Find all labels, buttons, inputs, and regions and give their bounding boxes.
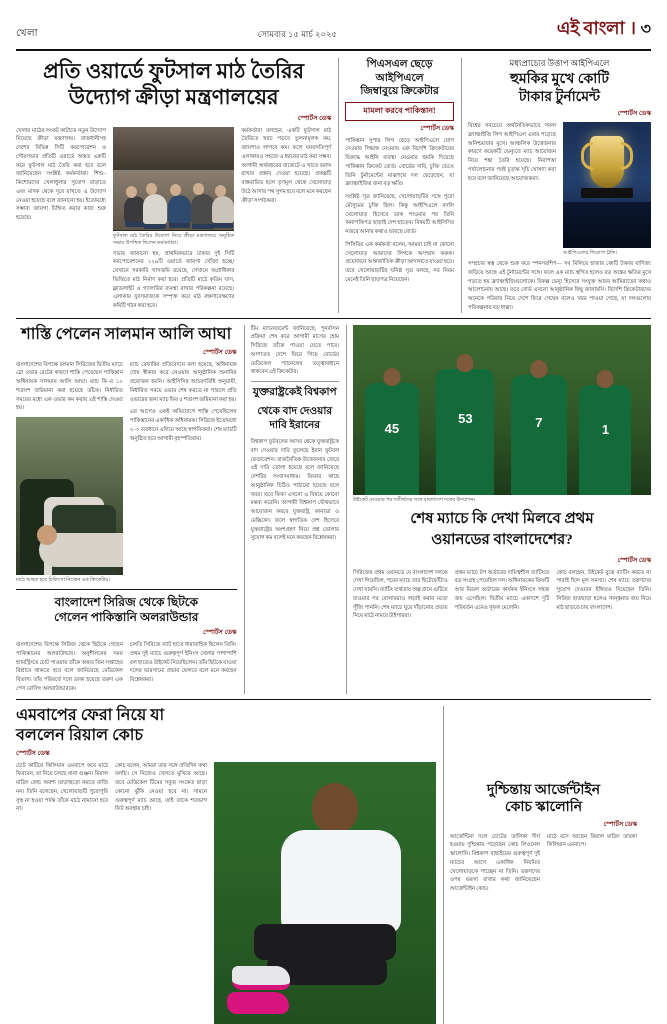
lead-headline-line2: উদ্যোগ ক্রীড়া মন্ত্রণালয়ের — [68, 85, 279, 110]
lead-col-1-text: খেলার মাঠের সংকট কাটাতে নতুন উদ্যোগ নিয়েছে ক্রীড়া মন্ত্রণালয়। রাজধানীসহ দেশের বিভিন্ন সিটি করপোরেশন ও পৌরসভার প্রতিটি ওয়ার্ডে অন্তত একটি করে ফুটসাল মাঠ তৈরি করা হবে বলে জানিয়েছেন সংশ্লিষ্ট কর্মকর্তারা। শিশু–কিশোরদের খেলাধুলার সুযোগ বাড়াতে এবং মাদক থেকে দূরে রাখতে এ উদ্যোগ নেওয়া হয়েছে বলে জানানো হয়। ইতোমধ্যে সম্ভাব্য জায়গা চিহ্নিত করার কাজ শুরু হয়েছে। — [16, 127, 106, 221]
lead-col-2-text: সভায় জানানো হয়, প্রাথমিকভাবে ঢাকার দুই সিটি করপোরেশনের ১২৯টি ওয়ার্ডে জায়গা খোঁজা হচ্ছে। যেখানে সরকারি খাসজমি রয়েছে, সেখানে অগ্রাধিকার ভিত্তিতে মাঠ নির্মাণ করা হবে। প্রতিটি মাঠে কৃত্রিম ঘাস, ফ্লাডলাইট ও গ্যালারির ব্যবস্থা রাখার পরিকল্পনা রয়েছে। এলাকার যুবসমাজকে সম্পৃক্ত করে মাঠ রক্ষণাবেক্ষণের কমিটি গঠন করা হবে। — [112, 250, 235, 309]
allrounder-story — [16, 595, 237, 694]
lead-col-3 — [241, 127, 331, 311]
salman-headline: শাস্তি পেলেন সালমান আলি আঘা — [21, 325, 232, 343]
brand-separator: । — [629, 18, 636, 38]
lead-col-3-text: কর্মকর্তারা বলছেন, একটি ফুটসাল মাঠ তৈরিতে খরচ পড়বে তুলনামূলক কম, জায়গাও লাগবে কম। ফলে ঘনবসতিপূর্ণ এলাকায়ও সহজে এ ধরনের মাঠ করা সম্ভব। আগামী অর্থবছরের বাজেটে এ খাতে বরাদ্দ রাখার প্রস্তাব দেওয়া হয়েছে। প্রকল্পটি বাস্তবায়িত হলে তৃণমূল থেকে খেলোয়াড় উঠে আসার পথ সুগম হবে বলে মনে করছেন ক্রীড়া সংগঠকরা। — [241, 127, 332, 204]
psl-red-box: মামলা করবে পাকিস্তান! — [345, 102, 454, 121]
mbappe-photo-caption: মাঠে বসে আছেন রিয়াল মাদ্রিদ তারকা কিলিয়ান এমবাপে। — [547, 833, 637, 849]
odi-col-1-text: সিরিজের প্রথম ওয়ানডে যে বাংলাদেশ দলকে দেখা গিয়েছিল, পরের ম্যাচে তার ছিটেফোঁটাও দেখা যায়নি। ব্যাটিং ব্যর্থতায় অল্প রানে গুটিয়ে যাওয়ার পর বোলাররাও লড়াই করার মতো পুঁজি পাননি। শেষ ম্যাচে ঘুরে দাঁড়ানোর প্রত্যয় নিয়ে মাঠে নামবে টাইগাররা। — [352, 569, 448, 620]
ipl-columns — [468, 122, 651, 257]
mbappe-story — [16, 706, 436, 1024]
scaloni-headline-line2: কোচ স্কালোনি — [504, 800, 583, 816]
ipl-byline: স্পোর্টস ডেস্ক — [617, 110, 651, 118]
lead-byline: স্পোর্টস ডেস্ক — [297, 114, 332, 122]
team-celebration-photo: 45 53 7 1 — [353, 325, 651, 495]
divider-allrounder — [16, 589, 237, 590]
mbappe-col-1-text: চোট কাটিয়ে কিলিয়ান এমবাপে কবে মাঠে ফিরবেন, তা নিয়ে চলছে নানা গুঞ্জন। রিয়াল মাদ্রিদ কোচ অবশ্য তাড়াহুড়ো করতে রাজি নন। তিনি বলেছেন, খেলোয়াড়টি পুরোপুরি সুস্থ না হওয়া পর্যন্ত তাঁকে মাঠে নামানো হবে না। — [16, 762, 108, 813]
lead-photo-caption: ফুটসাল মাঠ তৈরির উদ্যোগ নিয়ে ক্রীড়া মন্ত্রণালয়ে অনুষ্ঠিত সভায় উপস্থিত ছিলেন কর্মকর্তারা। — [112, 233, 235, 246]
mbappe-col-2 — [115, 762, 207, 1024]
psl-col-3-text: পিসিবির এক কর্মকর্তা বলেন, আমরা চাই না কোনো খেলোয়াড় আমাদের লিগকে অসম্মান করুক। প্রয়োজনে আন্তর্জাতিক ক্রীড়া আদালতে যাওয়া হবে। তবে খেলোয়াড়টির ঘনিষ্ঠ সূত্র বলছে, সব নিয়ম মেনেই তিনি ছাড়পত্র নিয়েছেন। — [345, 241, 454, 283]
ipl-trophy-photo — [563, 122, 651, 248]
lead-photo-col — [113, 127, 234, 311]
page-number: ৩ — [640, 21, 651, 38]
odi-col-2-text: প্রথম ম্যাচে টপ অর্ডারের দায়িত্বশীল ব্যাটিংয়ে বড় সংগ্রহ পেয়েছিল দল। অধিনায়কের ফিফটি আর মিডল অর্ডারের কার্যকর ইনিংসে সহজ জয় এসেছিল। দ্বিতীয় ম্যাচে একাদশে দুটি পরিবর্তন এনেও সুফল মেলেনি। — [454, 569, 550, 611]
odi-columns — [353, 569, 651, 622]
bottom-zone — [16, 706, 651, 1024]
mbappe-columns — [16, 762, 436, 1024]
divider-bottom — [16, 699, 651, 700]
odi-col-1 — [353, 569, 448, 622]
scaloni-headline-line1: দুশ্চিন্তায় আর্জেন্টাইন — [486, 782, 601, 798]
worldcup-pull-line3: দাবি ইরানের — [269, 420, 321, 432]
ipl-kicker: মধ্যপ্রাচ্যের উত্তাপ আইপিএলে — [509, 58, 610, 68]
mbappe-headline-line2: বললেন রিয়াল কোচ — [16, 726, 144, 744]
salman-col-2 — [130, 361, 237, 585]
odi-overlay-line2: ওয়ানডের বাংলাদেশের? — [431, 532, 573, 549]
worldcup-pull-line2: থেকে বাদ দেওয়ার — [257, 405, 333, 417]
scaloni-col-2 — [547, 833, 637, 894]
ipl-col-1 — [468, 122, 556, 257]
ipl-col-2-text: সম্প্রচার স্বত্ব থেকে শুরু করে স্পনসরশিপ— সব মিলিয়ে হাজার কোটি টাকার বাণিজ্য জড়িয়ে আছে এই টুর্নামেন্টের সঙ্গে। ফলে এক ম্যাচ স্থগিত হলেও বড় অঙ্কের ক্ষতির মুখে পড়তে হয় ফ্র্যাঞ্চাইজিগুলোকে। বিকল্প ভেন্যু হিসেবে সংযুক্ত আরব আমিরাতের কথাও আলোচনায় আছে। তবে বোর্ড এখনো আনুষ্ঠানিক কিছু জানায়নি। বিদেশি ক্রিকেটারদের অনেকে পরিবার নিয়ে দেশে ফিরে গেছেন বলেও খবর পাওয়া গেছে, যা দলগুলোর পরিকল্পনায় বড় ধাক্কা। — [467, 261, 651, 311]
ipl-story — [461, 58, 651, 313]
odi-feature-story — [346, 325, 651, 694]
mid-zone — [16, 325, 651, 694]
allrounder-headline-line1: বাংলাদেশ সিরিজ থেকে ছিটকে — [54, 595, 198, 610]
top-zone — [16, 58, 651, 313]
allrounder-headline-line2: গেলেন পাকিস্তানি অলরাউন্ডার — [54, 610, 199, 625]
salman-columns — [16, 361, 237, 585]
salman-col-2-text: ম্যাচ রেফারির প্রতিবেদনে বলা হয়েছে, অধিনায়ক দোষ স্বীকার করে নেওয়ায় আনুষ্ঠানিক শুনানির প্রয়োজন হয়নি। আইসিসির আচরণবিধি অনুযায়ী, নির্ধারিত সময়ে ওভার শেষ করতে না পারলে প্রতি ওভারের জন্য ম্যাচ ফির ৫ শতাংশ জরিমানা করা হয়। — [129, 361, 237, 403]
team-photo-caption: উইকেট নেওয়ার পর সতীর্থদের সঙ্গে বাংলাদেশ দলের উদযাপন। — [352, 497, 476, 503]
psl-col-2-text: সংশ্লিষ্ট সূত্র জানিয়েছে, খেলোয়াড়টির সঙ্গে পুরো মৌসুমের চুক্তি ছিল। কিন্তু আইপিএলে বদলি খেলোয়াড় হিসেবে ডাক পাওয়ার পর তিনি অনাপত্তিপত্র ছাড়াই দেশ ছাড়েন। বিষয়টি আইসিসির নজরে আনার কথাও ভাবছে বোর্ড। — [345, 194, 454, 236]
odi-col-3-text: কোচ বলছেন, উইকেট বুঝে ব্যাটিং করতে না পারাই ছিল মূল সমস্যা। শেষ ম্যাচে তরুণদের সুযোগ দেওয়ার ইঙ্গিতও দিয়েছেন তিনি। সিরিজ হাতছাড়া হলেও সান্ত্বনার জয় নিয়ে মাঠ ছাড়তে চায় বাংলাদেশ। — [556, 569, 651, 611]
odi-overlay-line1: শেষ ম্যাচে কি দেখা মিলবে প্রথম — [410, 510, 594, 527]
psl-col-1-text: পাকিস্তান সুপার লিগ ছেড়ে আইপিএলে যোগ দেওয়ার সিদ্ধান্ত নেওয়ায় এক বিদেশি ক্রিকেটারের বিরুদ্ধে আইনি ব্যবস্থা নেওয়ার হুমকি দিয়েছে পাকিস্তান ক্রিকেট বোর্ড। বোর্ডের দাবি, চুক্তি ভেঙে তিনি টুর্নামেন্টের মাঝপথে দল ছেড়েছেন, যা ফ্র্যাঞ্চাইজির জন্য বড় ক্ষতি। — [345, 137, 454, 188]
masthead — [16, 14, 651, 51]
mbappe-photo — [214, 762, 436, 1024]
ipl-headline-line1: হুমকির মুখে কোটি — [509, 72, 609, 88]
brand-logo: এই বাংলা — [556, 18, 625, 38]
worldcup-lead-text: টিম ম্যানেজমেন্ট জানিয়েছে, পুনর্বাসন প্রক্রিয়া শেষ করে আগামী মাসের হোম সিরিজে তাঁকে পাওয়া যেতে পারে। আপাতত দেশে ফিরে গিয়ে বোর্ডের মেডিকেল প্যানেলের তত্ত্বাবধানে থাকবেন এই ক্রিকেটার। — [250, 325, 339, 376]
salman-story — [16, 325, 237, 694]
divider-top — [16, 318, 651, 319]
lead-col-1 — [16, 127, 106, 311]
allrounder-col-2 — [130, 641, 237, 694]
scaloni-col-text: আর্জেন্টিনা দলে চোটের তালিকা দীর্ঘ হওয়ায় দুশ্চিন্তায় পড়েছেন কোচ লিওনেল স্কালোনি। বিশ্বকাপ বাছাইয়ের গুরুত্বপূর্ণ দুই ম্যাচের আগে একাধিক নিয়মিত খেলোয়াড়কে পাচ্ছেন না তিনি। তরুণদের ওপর ভরসা রাখার কথা জানিয়েছেন আর্জেন্টাইন কোচ। — [450, 833, 540, 893]
mbappe-col-1 — [16, 762, 108, 1024]
injury-photo — [16, 417, 123, 575]
allrounder-col-1-text: বাংলাদেশের বিপক্ষে সিরিজ থেকে ছিটকে গেছেন পাকিস্তানের অলরাউন্ডার। অনুশীলনের সময় হ্যামস্ট্রিংয়ে চোট পাওয়ায় তাঁকে অন্তত তিন সপ্তাহের বিশ্রামে থাকতে হবে বলে জানিয়েছে মেডিকেল বিভাগ। তাঁর পরিবর্তে দলে ডাকা হয়েছে তরুণ এক পেস বোলিং অলরাউন্ডারকে। — [16, 642, 123, 692]
worldcup-pull-line1: যুক্তরাষ্ট্রকেই বিশ্বকাপ — [252, 387, 337, 399]
ipl-photo-col — [563, 122, 651, 257]
scaloni-col-1 — [450, 833, 540, 894]
mbappe-photo-col — [214, 762, 436, 1024]
ipl-photo-caption: আইপিএলের শিরোপা ট্রফি। — [562, 251, 617, 257]
mbappe-col-2-text: কোচ বলেন, আমরা তার সঙ্গে প্রতিদিন কথা বলছি। সে নিজেও খেলতে মুখিয়ে আছে। তবে মেডিকেল টিমের সবুজ সংকেত ছাড়া কোনো ঝুঁকি নেওয়া হবে না। সামনে গুরুত্বপূর্ণ ম্যাচ আছে, তাই তাকে শতভাগ ফিট অবস্থায় চাই। — [115, 762, 207, 813]
ipl-col-1-text: বিশ্বের সবচেয়ে অর্থনৈতিকভাবে সফল ফ্র্যাঞ্চাইজি লিগ আইপিএল এবার পড়েছে অনিশ্চয়তার মুখে। আঞ্চলিক উত্তেজনার কারণে কয়েকটি ভেন্যুতে ম্যাচ আয়োজন নিয়ে শঙ্কা তৈরি হয়েছে। নিরাপত্তা পর্যালোচনার পরই চূড়ান্ত সূচি ঘোষণা করা হবে বলে জানিয়েছে আয়োজকরা। — [467, 123, 556, 182]
psl-byline: স্পোর্টস ডেস্ক — [420, 124, 454, 132]
allrounder-columns — [16, 641, 237, 694]
mbappe-byline: স্পোর্টস ডেস্ক — [16, 749, 50, 757]
worldcup-demand-story — [244, 325, 339, 694]
injury-photo-caption: মাঠে আহত হয়ে চিকিৎসা নিচ্ছেন এক ক্রিকেটার। — [16, 578, 110, 584]
ipl-headline-line2: টাকার টুর্নামেন্ট — [518, 89, 601, 105]
allrounder-byline: স্পোর্টস ডেস্ক — [203, 629, 237, 637]
odi-byline: স্পোর্টস ডেস্ক — [617, 556, 651, 564]
salman-col-1 — [16, 361, 123, 585]
meeting-photo — [113, 127, 234, 231]
scaloni-columns — [450, 833, 637, 894]
scaloni-story — [443, 706, 637, 1024]
lead-columns — [16, 127, 331, 311]
salman-col-3-text: এর আগেও একই অভিযোগে শাস্তি পেয়েছিলেন পাকিস্তানের একাধিক অধিনায়ক। সিরিজে ইতোমধ্যে ২–০ ব্যবধানে এগিয়ে আছে স্বাগতিকরা। শেষ ম্যাচটি অনুষ্ঠিত হবে আগামী বৃহস্পতিবার। — [129, 409, 237, 442]
salman-byline: স্পোর্টস ডেস্ক — [203, 348, 237, 356]
lead-story — [16, 58, 331, 313]
section-label: খেলা — [16, 28, 38, 39]
odi-col-3 — [556, 569, 651, 622]
psl-story — [338, 58, 454, 313]
issue-date: সোমবার ১৫ মার্চ ২০২৫ — [257, 29, 338, 39]
salman-col-1-text: বাংলাদেশের বিপক্ষে চলমান সিরিজের দ্বিতীয় ম্যাচে স্লো ওভার রেটের কারণে শাস্তি পেয়েছেন পাকিস্তান অধিনায়ক সালমান আলি আঘা। ম্যাচ ফি–র ১০ শতাংশ জরিমানা করা হয়েছে তাঁকে। নির্ধারিত সময়ের মধ্যে এক ওভার কম করায় এই শাস্তি দেওয়া হয়। — [16, 361, 123, 412]
odi-col-2 — [455, 569, 550, 622]
lead-headline-line1: প্রতি ওয়ার্ডে ফুটসাল মাঠ তৈরির — [43, 59, 305, 83]
psl-kicker-3: জিম্বাবুয়ে ক্রিকেটার — [360, 86, 439, 98]
worldcup-col-text: বিশ্বকাপ ফুটবলের আসর থেকে যুক্তরাষ্ট্রকে বাদ দেওয়ার দাবি তুলেছে ইরান ফুটবল ফেডারেশন। রাজনৈতিক উত্তেজনার জেরে এই দাবি তোলা হয়েছে বলে জানিয়েছে দেশটির সংবাদমাধ্যম। ফিফার কাছে আনুষ্ঠানিক চিঠিও পাঠানো হয়েছে বলে খবর। তবে ফিফা এখনো এ বিষয়ে কোনো মন্তব্য করেনি। আগামী বিশ্বকাপ যৌথভাবে আয়োজন করবে যুক্তরাষ্ট্র, কানাডা ও মেক্সিকো। ফলে স্বাগতিক দেশ হিসেবে যুক্তরাষ্ট্রের অংশগ্রহণ নিয়ে প্রশ্ন তোলার সুযোগ কম বলেই মনে করছেন বিশ্লেষকরা। — [250, 439, 339, 542]
allrounder-col-1 — [16, 641, 123, 694]
allrounder-col-2-text: চলতি সিরিজে ব্যাট হাতে ধারাবাহিক ছিলেন তিনি। প্রথম দুই ম্যাচে গুরুত্বপূর্ণ ইনিংস খেলার পাশাপাশি বল হাতেও উইকেট নিয়েছিলেন। তাঁর ছিটকে যাওয়া দলের ভারসাম্যে প্রভাব ফেলবে বলে মনে করছেন বিশ্লেষকরা। — [129, 642, 237, 684]
mbappe-headline-line1: এমবাপের ফেরা নিয়ে যা — [16, 706, 165, 724]
psl-kicker-1: পিএসএল ছেড়ে — [366, 59, 433, 70]
psl-kicker-2: আইপিএলে — [375, 72, 424, 84]
scaloni-byline: স্পোর্টস ডেস্ক — [603, 820, 637, 828]
brand-wrap — [557, 14, 651, 45]
